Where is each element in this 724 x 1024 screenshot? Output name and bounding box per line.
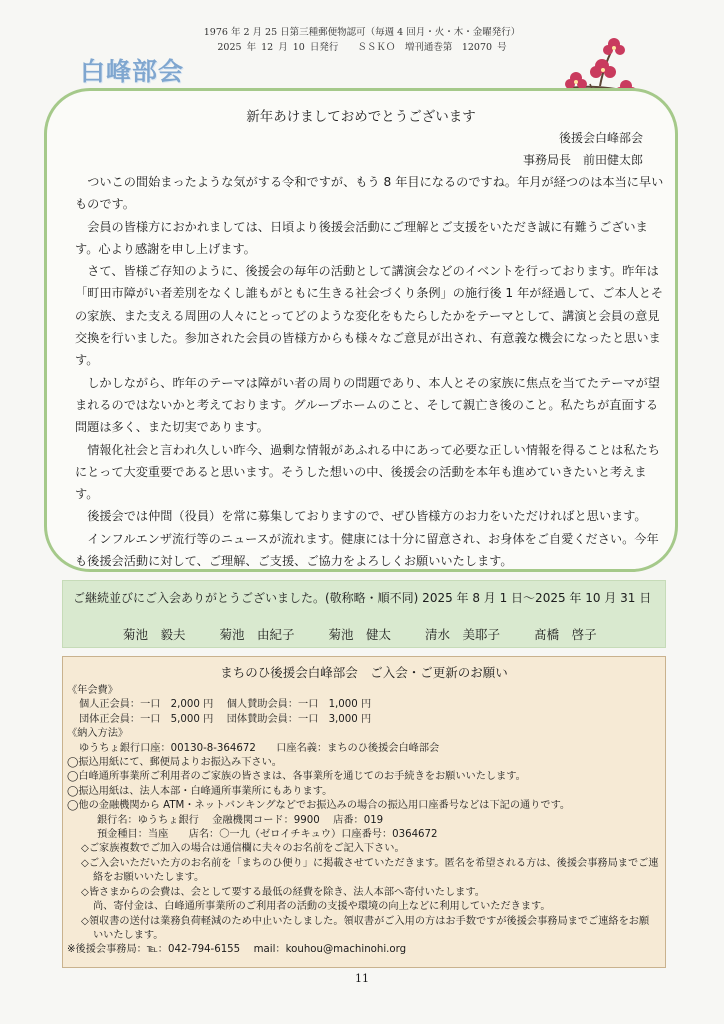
letter-paragraph: 後援会では仲間（役員）を常に募集しておりますので、ぜひ皆様方のお力をいただければと思います。: [87, 509, 647, 524]
issue-info-line: 2025 年 12 月 10 日発行 ＳＳＫＯ 増刊通巻第 12070 号: [217, 42, 507, 53]
members-heading: ご継続並びにご入会ありがとうございました。(敬称略・順不同) 2025 年 8 月 1 日～2025 年 10 月 31 日: [73, 591, 652, 605]
notice-line: 絡をお願いいたします。: [93, 872, 205, 884]
new-members-box: [62, 580, 666, 648]
letter-paragraph: しかしながら、昨年のテーマは障がい者の周りの問題であり、本人とその家族に焦点を当てたテーマが望まれるのではないかと考えております。グループホームのこと、そして親亡き後のこと。私たちが直面する問題は多く、また切実であります。: [75, 375, 660, 435]
notice-line: ゆうちょ銀行口座：00130-8-364672 口座名義：まちのひ後援会白峰部会: [79, 742, 440, 754]
notice-line: 銀行名：ゆうちょ銀行 金融機関コード：9900 店番：019: [97, 814, 384, 826]
member-name: 菊池 健太: [328, 627, 392, 642]
postal-permit-line: 1976 年 2 月 25 日第三種郵便物認可（毎週 4 回月・火・木・金曜発行）: [203, 27, 521, 38]
letter-body: [75, 171, 667, 572]
member-name: 菊池 毅夫: [123, 627, 186, 642]
membership-notice-box: [62, 656, 666, 968]
notice-line: ※後援会事務局：℡：042-794-6155 mail：kouhou@machinohi.org: [67, 944, 407, 956]
letter-paragraph: 会員の皆様方におかれましては、日頃より後援会活動にご理解とご支援をいただき誠に有難うございます。心より感謝を申し上げます。: [75, 219, 648, 256]
notice-line: ◇領収書の送付は業務負荷軽減のため中止いたしました。領収書がご入用の方はお手数ですが後援会事務局までご連絡をお願: [81, 915, 650, 927]
notice-line: ◯振込用紙にて、郵便局よりお振込み下さい。: [67, 757, 282, 769]
letter-title: 新年あけましておめでとうございます: [246, 109, 476, 125]
member-name: 髙橋 啓子: [534, 627, 597, 642]
letter-paragraph: さて、皆様ご存知のように、後援会の毎年の活動として講演会などのイベントを行っております。昨年は「町田市障がい者差別をなくし誰もがともに生きる社会づくり条例」の施行後 1 年が経過して、ご本人とその家族、また支える周囲の人々にとってどのような変化をもたらしたかをテーマとして、講演と会員の意見交換を行いました。参加された会員の皆様方からも様々なご意見が出され、有意義な機会になったと思います。: [75, 264, 664, 368]
member-name: 菊池 由紀子: [219, 627, 295, 642]
notice-line: 個人正会員：一口 2,000 円 個人賛助会員：一口 1,000 円: [79, 699, 372, 711]
new-year-letter: [44, 88, 678, 572]
notice-line: 《年会費》: [67, 685, 118, 696]
member-names: [123, 625, 597, 643]
notice-line: 預金種目：当座 店名：〇一九（ゼロイチキュウ）口座番号：0364672: [97, 829, 438, 841]
notice-line: ◇ご家族複数でご加入の場合は通信欄に夫々のお名前をご記入下さい。: [81, 843, 405, 855]
notice-line: 《納入方法》: [67, 728, 129, 740]
notice-line: ◯振込用紙は、法人本部・白峰通所事業所にもあります。: [67, 785, 333, 797]
notice-line: ◇皆さまからの会費は、会として要する最低の経費を除き、法人本部へ寄付いたします。: [81, 886, 485, 898]
notice-title: まちのひ後援会白峰部会 ご入会・ご更新のお願い: [220, 665, 508, 680]
letter-paragraph: インフルエンザ流行等のニュースが流れます。健康には十分に留意され、お身体をご自愛ください。今年も後援会活動に対して、ご理解、ご支援、ご協力をよろしくお願いいたします。: [75, 531, 659, 569]
notice-line: ◯白峰通所事業所ご利用者のご家族の皆さまは、各事業所を通じてのお手続きをお願いいたします。: [67, 771, 526, 783]
notice-line: ◇ご入会いただいた方のお名前を「まちのひ便り」に掲載させていただきます。匿名を希望される方は、後援会事務局までご連: [81, 857, 659, 869]
letter-paragraph: 情報化社会と言われ久しい昨今、過剰な情報があふれる中にあって必要な正しい情報を得ることは私たちにとって大変重要であると思います。そうした想いの中、後援会の活動を本年も進めていきたいと考えます。: [75, 442, 660, 502]
section-title: 白峰部会: [80, 57, 185, 86]
member-name: 清水 美耶子: [425, 627, 501, 642]
notice-line: 団体正会員：一口 5,000 円 団体賛助会員：一口 3,000 円: [79, 713, 372, 725]
notice-line: 尚、寄付金は、白峰通所事業所のご利用者の活動の支援や環境の向上などに利用していただきます。: [93, 901, 551, 913]
notice-body: [67, 684, 663, 958]
letter-paragraph: ついこの間始まったような気がする令和ですが、もう 8 年目になるのですね。年月が経つのは本当に早いものです。: [75, 175, 664, 212]
page-number: 11: [355, 972, 369, 985]
notice-line: いいたします。: [93, 929, 164, 941]
letter-org: 後援会白峰部会: [558, 131, 643, 145]
notice-line: ◯他の金融機関から ATM・ネットバンキングなどでお振込みの場合の振込用口座番号などは下記の通りです。: [67, 800, 571, 812]
letter-author: 事務局長 前田健太郎: [522, 153, 643, 167]
